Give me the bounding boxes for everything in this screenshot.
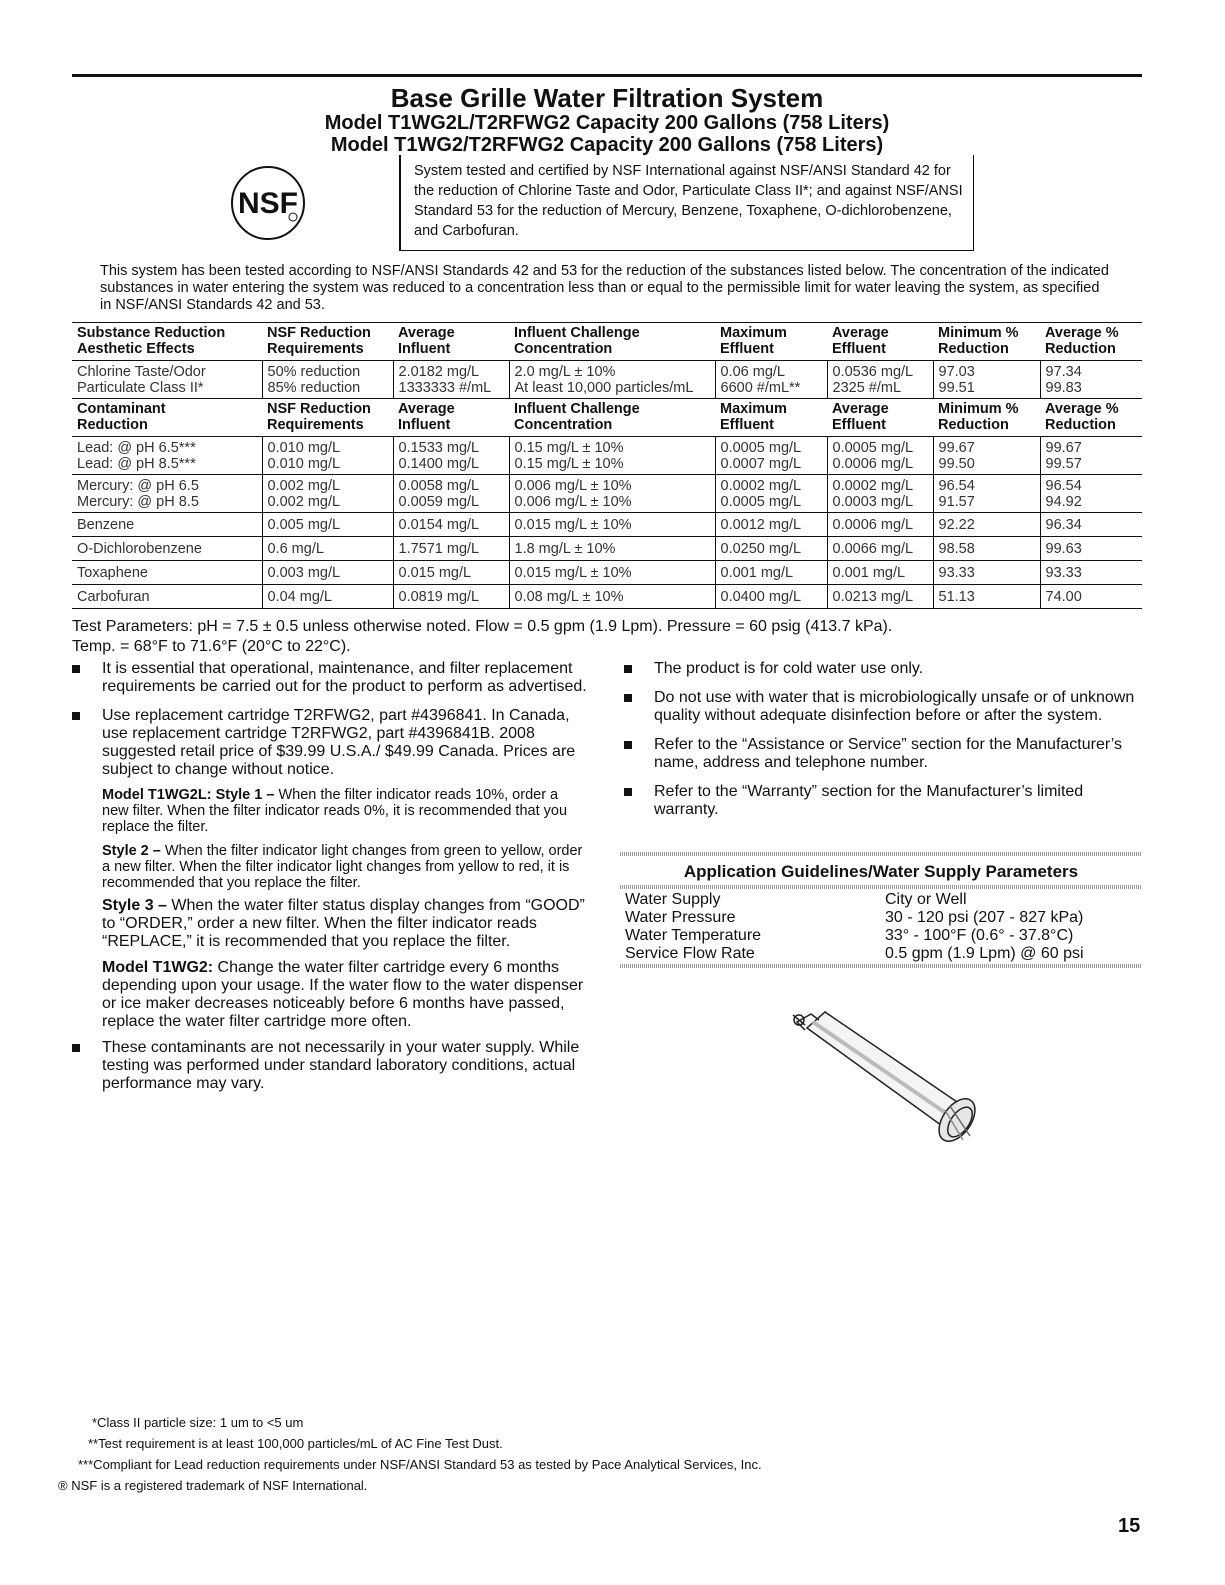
certification-box: System tested and certified by NSF International against NSF/ANSI Standard 42 for the reduction of Chlorine Taste and Odor, Particulate Class II*; and against NSF/ANSI Standard 53 for the reduction of Mercury, Benzene, Toxaphene, O-dichlorobenzene, and Carbofuran. (399, 155, 974, 251)
left-column (72, 660, 587, 1104)
table-cell: 0.06 mg/L 6600 #/mL** (715, 361, 827, 399)
right-column (624, 660, 1142, 830)
bullet-cold-water: The product is for cold water use only. (624, 660, 1142, 678)
table-cell: 93.33 (1040, 561, 1142, 585)
footnotes (58, 1412, 762, 1496)
table-cell: 99.63 (1040, 537, 1142, 561)
table-cell: 0.0400 mg/L (715, 585, 827, 609)
bullet-square-icon (624, 665, 632, 673)
table-cell: 0.0002 mg/L 0.0003 mg/L (827, 475, 933, 513)
table-cell: 98.58 (933, 537, 1040, 561)
test-parameters-line-1: Test Parameters: pH = 7.5 ± 0.5 unless otherwise noted. Flow = 0.5 gpm (1.9 Lpm). Pressure = 60 psig (413.7 kPa). (72, 618, 893, 635)
table-cell: Average Influent (393, 399, 509, 437)
table-cell: 96.54 91.57 (933, 475, 1040, 513)
table-cell: 0.001 mg/L (715, 561, 827, 585)
table-cell: 0.0213 mg/L (827, 585, 933, 609)
table-cell: 0.0002 mg/L 0.0005 mg/L (715, 475, 827, 513)
guideline-row-supply: Water Supply City or Well (625, 891, 967, 908)
table-row (72, 361, 1142, 399)
footnote-lead-compliance: ***Compliant for Lead reduction requirements under NSF/ANSI Standard 53 as tested by Pace Analytical Services, Inc. (78, 1457, 762, 1472)
performance-data-table (72, 322, 1142, 609)
table-cell: Toxaphene (72, 561, 262, 585)
bullet-square-icon (624, 788, 632, 796)
test-parameters (72, 617, 1142, 657)
page-title: Base Grille Water Filtration System (390, 83, 824, 113)
table-cell: 93.33 (933, 561, 1040, 585)
table-row (72, 437, 1142, 475)
table-cell: Maximum Effluent (715, 399, 827, 437)
bullet-microbiological: Do not use with water that is microbiologically unsafe or of unknown quality without adequate disinfection before or after the system. (624, 689, 1142, 725)
table-cell: 1.8 mg/L ± 10% (509, 537, 715, 561)
table-cell: 96.54 94.92 (1040, 475, 1142, 513)
table-cell: 99.67 99.57 (1040, 437, 1142, 475)
table-header-contaminant (72, 399, 1142, 437)
bullet-replacement-cartridge: Use replacement cartridge T2RFWG2, part #4396841. In Canada, use replacement cartridge T2RFWG2, part #4396841B. 2008 suggested retail price of $39.99 U.S.A./ $49.99 Canada. Prices are subject to change without notice. (72, 707, 587, 779)
style-3-note: Style 3 – When the water filter status display changes from “GOOD” to “ORDER,” order a new filter. When the filter indicator reads “REPLACE,” it is recommended that you replace the filter. (102, 897, 585, 950)
table-cell: 0.006 mg/L ± 10% 0.006 mg/L ± 10% (509, 475, 715, 513)
table-cell: O-Dichlorobenzene (72, 537, 262, 561)
table-cell: 2.0 mg/L ± 10% At least 10,000 particles/mL (509, 361, 715, 399)
table-cell: 2.0182 mg/L 1333333 #/mL (393, 361, 509, 399)
table-cell: Influent Challenge Concentration (509, 323, 715, 361)
table-cell: 0.002 mg/L 0.002 mg/L (262, 475, 393, 513)
table-cell: Substance Reduction Aesthetic Effects (72, 323, 262, 361)
footnote-trademark: ® NSF is a registered trademark of NSF International. (58, 1478, 368, 1493)
table-cell: 0.0066 mg/L (827, 537, 933, 561)
guidelines-bottom-rule (620, 964, 1142, 968)
bullet-warranty: Refer to the “Warranty” section for the Manufacturer’s limited warranty. (624, 783, 1142, 819)
guidelines-top-rule (620, 852, 1142, 856)
table-header-aesthetic (72, 323, 1142, 361)
table-cell: Minimum % Reduction (933, 323, 1040, 361)
guideline-row-temperature: Water Temperature 33° - 100°F (0.6° - 37.8°C) (625, 927, 1074, 944)
table-cell: Mercury: @ pH 6.5 Mercury: @ pH 8.5 (72, 475, 262, 513)
table-cell: 0.04 mg/L (262, 585, 393, 609)
intro-paragraph: This system has been tested according to NSF/ANSI Standards 42 and 53 for the reduction of the substances listed below. The concentration of the indicated substances in water entering the system was reduced to a concentration less than or equal to the permissible limit for water leaving the system, as specified in NSF/ANSI Standards 42 and 53. (100, 263, 1109, 313)
table-cell: Carbofuran (72, 585, 262, 609)
table-cell: 50% reduction 85% reduction (262, 361, 393, 399)
title-block (72, 84, 1142, 156)
guideline-row-flow-rate: Service Flow Rate 0.5 gpm (1.9 Lpm) @ 60 psi (625, 945, 1084, 962)
table-cell: 0.1533 mg/L 0.1400 mg/L (393, 437, 509, 475)
table-cell: Average Influent (393, 323, 509, 361)
table-cell: 74.00 (1040, 585, 1142, 609)
bullet-square-icon (624, 741, 632, 749)
table-cell: 1.7571 mg/L (393, 537, 509, 561)
table-cell: Average % Reduction (1040, 323, 1142, 361)
table-cell: 0.15 mg/L ± 10% 0.15 mg/L ± 10% (509, 437, 715, 475)
bullet-contaminants-disclaimer: These contaminants are not necessarily in your water supply. While testing was performed under standard laboratory conditions, actual performance may vary. (72, 1039, 587, 1093)
page-number: 15 (1118, 1515, 1141, 1537)
test-parameters-line-2: Temp. = 68°F to 71.6°F (20°C to 22°C). (72, 638, 351, 655)
table-cell: 0.0058 mg/L 0.0059 mg/L (393, 475, 509, 513)
table-cell: 0.0012 mg/L (715, 513, 827, 537)
guideline-row-pressure: Water Pressure 30 - 120 psi (207 - 827 kPa) (625, 909, 1084, 926)
guidelines-table (625, 891, 1142, 963)
table-cell: Influent Challenge Concentration (509, 399, 715, 437)
top-rule (72, 74, 1142, 77)
table-cell: 0.0006 mg/L (827, 513, 933, 537)
table-cell: 0.0154 mg/L (393, 513, 509, 537)
table-cell: 0.0005 mg/L 0.0006 mg/L (827, 437, 933, 475)
model-subtitle-1: Model T1WG2L/T2RFWG2 Capacity 200 Gallons (758 Liters) (324, 112, 890, 134)
table-cell: Contaminant Reduction (72, 399, 262, 437)
table-cell: NSF Reduction Requirements (262, 323, 393, 361)
table-cell: 0.003 mg/L (262, 561, 393, 585)
table-cell: Average Effluent (827, 323, 933, 361)
table-cell: 0.015 mg/L ± 10% (509, 513, 715, 537)
table-cell: 0.0250 mg/L (715, 537, 827, 561)
table-cell: 0.08 mg/L ± 10% (509, 585, 715, 609)
table-row (72, 585, 1142, 609)
table-cell: 99.67 99.50 (933, 437, 1040, 475)
table-cell: 92.22 (933, 513, 1040, 537)
table-cell: Average % Reduction (1040, 399, 1142, 437)
table-cell: 51.13 (933, 585, 1040, 609)
water-filter-cartridge-illustration (785, 1010, 995, 1150)
table-row (72, 513, 1142, 537)
bullet-square-icon (72, 712, 80, 720)
nsf-certification-logo (228, 163, 308, 243)
table-cell: 97.34 99.83 (1040, 361, 1142, 399)
table-row (72, 475, 1142, 513)
style-1-note: Model T1WG2L: Style 1 – When the filter indicator reads 10%, order a new filter. When the filter indicator reads 0%, it is recommended that you replace the filter. (102, 787, 568, 835)
bullet-square-icon (72, 1044, 80, 1052)
table-cell: 0.0005 mg/L 0.0007 mg/L (715, 437, 827, 475)
table-cell: 0.015 mg/L ± 10% (509, 561, 715, 585)
guidelines-mid-rule (620, 885, 1142, 889)
table-cell: 0.001 mg/L (827, 561, 933, 585)
style-2-note: Style 2 – When the filter indicator light changes from green to yellow, order a new filter. When the filter indicator light changes from yellow to red, it is recommended that you replace the filter. (102, 843, 583, 891)
footnote-class-ii: *Class II particle size: 1 um to <5 um (92, 1415, 304, 1430)
table-cell: NSF Reduction Requirements (262, 399, 393, 437)
table-cell: Benzene (72, 513, 262, 537)
nsf-logo-text: NSF (238, 187, 298, 220)
table-cell: Minimum % Reduction (933, 399, 1040, 437)
bullet-assistance: Refer to the “Assistance or Service” section for the Manufacturer’s name, address and telephone number. (624, 736, 1142, 772)
table-cell: 97.03 99.51 (933, 361, 1040, 399)
table-cell: 0.0819 mg/L (393, 585, 509, 609)
bullet-square-icon (72, 665, 80, 673)
bullet-square-icon (624, 694, 632, 702)
model-subtitle-2: Model T1WG2/T2RFWG2 Capacity 200 Gallons (758 Liters) (330, 134, 884, 156)
table-cell: 0.005 mg/L (262, 513, 393, 537)
table-cell: Lead: @ pH 6.5*** Lead: @ pH 8.5*** (72, 437, 262, 475)
table-cell: 0.010 mg/L 0.010 mg/L (262, 437, 393, 475)
table-cell: Maximum Effluent (715, 323, 827, 361)
table-cell: Chlorine Taste/Odor Particulate Class II* (72, 361, 262, 399)
guidelines-title: Application Guidelines/Water Supply Parameters (683, 862, 1079, 881)
table-cell: 0.6 mg/L (262, 537, 393, 561)
table-cell: 96.34 (1040, 513, 1142, 537)
table-row (72, 537, 1142, 561)
table-cell: 0.0536 mg/L 2325 #/mL (827, 361, 933, 399)
footnote-test-requirement: **Test requirement is at least 100,000 particles/mL of AC Fine Test Dust. (88, 1436, 503, 1451)
table-cell: 0.015 mg/L (393, 561, 509, 585)
model-t1wg2-note: Model T1WG2: Change the water filter cartridge every 6 months depending upon your usage. If the water flow to the water dispenser or ice maker decreases noticeably before 6 months have passed, replace the water filter cartridge more often. (102, 959, 584, 1030)
table-row (72, 561, 1142, 585)
table-cell: Average Effluent (827, 399, 933, 437)
bullet-maintenance: It is essential that operational, maintenance, and filter replacement requirements be carried out for the product to perform as advertised. (72, 660, 587, 696)
